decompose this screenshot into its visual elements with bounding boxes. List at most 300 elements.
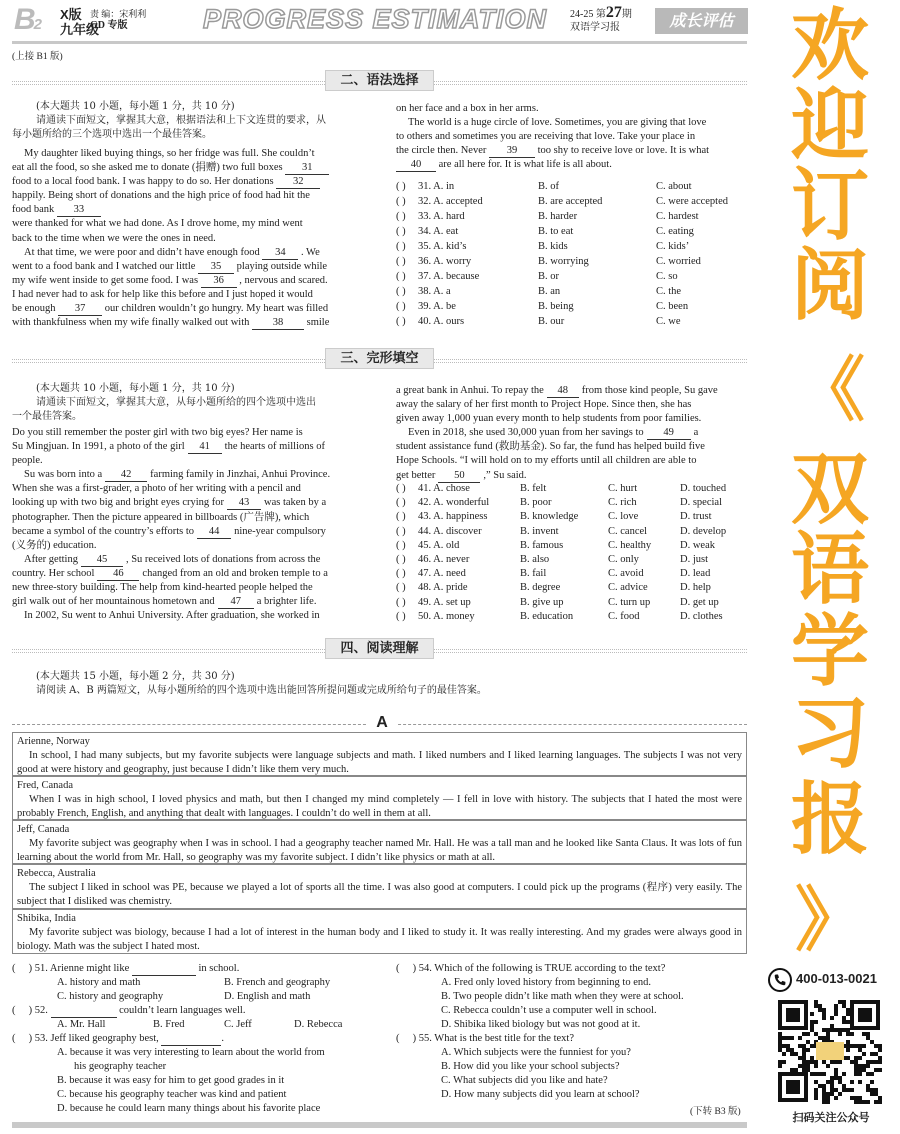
person-box bbox=[12, 776, 747, 820]
answer-paren[interactable]: ( ) bbox=[396, 271, 406, 282]
option[interactable]: D. How many subjects did you learn at school? bbox=[441, 1089, 640, 1100]
option[interactable]: A. history and math bbox=[57, 977, 141, 988]
passage-line bbox=[396, 454, 746, 468]
person-text: In school, I had many subjects, but my favorite subjects were language subjects and math. I liked numbers and I liked learning languages. The subjects I was not very good at were history and geography, just because I didn’t like them very much. bbox=[17, 750, 742, 776]
qr-code[interactable] bbox=[778, 1000, 882, 1104]
option[interactable]: A. Fred only loved history from beginning to end. bbox=[441, 977, 651, 988]
option[interactable]: 44. A. discover bbox=[418, 525, 482, 537]
option[interactable]: C. history and geography bbox=[57, 991, 164, 1002]
passage-line bbox=[396, 426, 746, 440]
passage-line bbox=[396, 412, 746, 426]
option[interactable]: C. love bbox=[608, 511, 639, 523]
passage-text: back to the time when we were the ones in need. bbox=[12, 232, 216, 244]
option[interactable]: 39. A. be bbox=[418, 301, 456, 312]
person-name: Fred, Canada bbox=[17, 780, 73, 791]
option[interactable]: C. healthy bbox=[608, 539, 652, 551]
passage-line: on her face and a box in her arms. bbox=[396, 103, 539, 114]
passage-line bbox=[12, 567, 387, 581]
option[interactable]: C. about bbox=[656, 181, 692, 192]
option[interactable]: B. our bbox=[538, 316, 565, 327]
passage-line bbox=[12, 511, 387, 525]
passage-text: our children wouldn’t go hungry. My heart was filled bbox=[104, 303, 329, 315]
option[interactable]: C. food bbox=[608, 610, 640, 622]
option-row bbox=[396, 225, 694, 239]
option[interactable]: C. hardest bbox=[656, 211, 699, 222]
answer-paren[interactable]: ( ) bbox=[396, 568, 406, 580]
passage-line bbox=[12, 189, 387, 203]
answer-blank-52[interactable] bbox=[51, 1005, 117, 1018]
blank-37[interactable]: 37 bbox=[58, 303, 102, 316]
option[interactable]: D. help bbox=[680, 582, 711, 594]
banner-char: 《 bbox=[795, 349, 865, 431]
option-row bbox=[396, 210, 699, 224]
passage-text: Hope Schools. “I will hold on to my efforts until all children are able to bbox=[396, 455, 697, 467]
option[interactable]: B. poor bbox=[520, 497, 552, 509]
option[interactable]: 49. A. set up bbox=[418, 596, 471, 608]
passage-line bbox=[12, 302, 387, 316]
passage-text: I had never had to ask for help like this before and I just hoped it would bbox=[12, 288, 313, 300]
passage-text: were thanked for what we had done. As I drove home, my mind went bbox=[12, 218, 303, 230]
option-row bbox=[396, 581, 711, 595]
option[interactable]: 38. A. a bbox=[418, 286, 451, 297]
option[interactable]: C. so bbox=[656, 271, 678, 282]
option[interactable]: B. invent bbox=[520, 525, 559, 537]
option[interactable]: A. Mr. Hall bbox=[57, 1019, 106, 1030]
option[interactable]: B. fail bbox=[520, 568, 547, 580]
option-row bbox=[396, 539, 715, 553]
option-row bbox=[396, 315, 681, 329]
blank-32[interactable]: 32 bbox=[276, 176, 320, 189]
passage-line bbox=[12, 274, 387, 288]
answer-blank-53[interactable] bbox=[161, 1033, 221, 1046]
passage-line bbox=[12, 203, 387, 217]
banner-char: 迎 bbox=[790, 81, 869, 171]
phone-number: 400-013-0021 bbox=[796, 971, 877, 986]
option[interactable]: B. of bbox=[538, 181, 559, 192]
option[interactable]: 46. A. never bbox=[418, 554, 470, 565]
answer-paren[interactable]: ( ) bbox=[396, 286, 406, 297]
instruction: 每小题所给的三个选项中选出一个最佳答案。 bbox=[12, 129, 212, 141]
section-reading-header: 四、阅读理解 bbox=[12, 640, 747, 662]
issue-label: 24-25 第27期 双语学习报 bbox=[570, 4, 632, 33]
passage-text: became a symbol of the country’s efforts to bbox=[12, 525, 195, 537]
answer-paren[interactable]: ( ) bbox=[396, 181, 406, 192]
reading-instructions bbox=[12, 670, 747, 698]
option[interactable]: D. because he could learn many things about his favorite place bbox=[57, 1103, 321, 1114]
option[interactable]: B. How did you like your school subjects? bbox=[441, 1061, 620, 1072]
option[interactable]: B. also bbox=[520, 554, 550, 565]
passage-text: be enough bbox=[12, 303, 59, 315]
passage-text: looking up with two big and bright eyes crying for bbox=[12, 497, 225, 509]
answer-paren[interactable]: ( ) bbox=[396, 610, 406, 622]
banner-char: 双 bbox=[790, 445, 869, 535]
option[interactable]: 45. A. old bbox=[418, 539, 460, 551]
option[interactable]: 48. A. pride bbox=[418, 582, 468, 594]
option[interactable]: C. kids’ bbox=[656, 241, 690, 252]
page-code: B2 bbox=[14, 3, 41, 36]
blank-48[interactable]: 48 bbox=[547, 385, 579, 398]
answer-paren[interactable]: ( ) bbox=[396, 301, 406, 312]
option[interactable]: D. Shibika liked biology but was not good at it. bbox=[441, 1019, 641, 1030]
passage-text: nine-year compulsory bbox=[234, 525, 326, 537]
option[interactable]: B. French and geography bbox=[224, 977, 331, 988]
passage-text: Do you still remember the poster girl with two big eyes? Her name is bbox=[12, 427, 303, 438]
passage-line bbox=[12, 260, 387, 274]
grammar-passage-text bbox=[12, 147, 387, 330]
progress-title: PROGRESS ESTIMATION bbox=[203, 4, 548, 34]
answer-paren[interactable]: ( ) bbox=[396, 511, 406, 523]
answer-paren[interactable]: ( ) bbox=[396, 316, 406, 327]
person-box bbox=[12, 864, 747, 909]
blank-40[interactable]: 40 bbox=[396, 159, 436, 172]
option[interactable]: C. cancel bbox=[608, 525, 648, 537]
passage-text: given away 1,000 yuan every month to help students from poor families. bbox=[396, 413, 702, 425]
answer-paren[interactable]: ( ) bbox=[396, 582, 406, 594]
option[interactable]: 40. A. ours bbox=[418, 316, 465, 327]
answer-paren[interactable]: ( ) bbox=[396, 241, 406, 252]
passage-line bbox=[396, 398, 746, 412]
option[interactable]: 47. A. need bbox=[418, 568, 466, 580]
people-boxes bbox=[12, 732, 747, 954]
passage-line bbox=[12, 316, 387, 330]
passage-text: , nervous and scared. bbox=[239, 274, 328, 286]
passage-text: food to a local food bank. I was happy to do so. Her donations bbox=[12, 176, 277, 188]
cloze-instructions bbox=[12, 382, 387, 424]
passage-text: student assistance fund (救助基金). So far, the fund has helped build five bbox=[396, 441, 705, 453]
passage-line bbox=[12, 217, 387, 231]
passage-line: to others and sometimes you are receiving that love. Take your place in bbox=[396, 131, 696, 143]
answer-paren[interactable]: ( ) bbox=[396, 483, 406, 494]
cloze-passage-right bbox=[396, 384, 746, 483]
option[interactable]: B. Two people didn’t like math when they were at school. bbox=[441, 991, 684, 1002]
question-55: ( ) 55. What is the best title for the text? bbox=[396, 1033, 574, 1044]
instruction: 请阅读 A、B 两篇短文，从每小题所给的四个选项中选出能回答所提问题或完成所给句子的最佳答案。 bbox=[36, 685, 487, 697]
option[interactable]: D. special bbox=[680, 497, 722, 509]
option[interactable]: 50. A. money bbox=[418, 610, 475, 622]
phone-icon bbox=[768, 968, 792, 992]
blank-39[interactable]: 39 bbox=[489, 145, 535, 158]
passage-text: photographer. Then the picture appeared in billboards (广告牌), which bbox=[12, 511, 310, 523]
option[interactable]: 35. A. kid’s bbox=[418, 241, 467, 252]
header-rule bbox=[12, 41, 747, 44]
option-row bbox=[396, 180, 692, 194]
option-row bbox=[396, 240, 690, 254]
edition-label: X版 九年级 bbox=[60, 7, 100, 37]
instruction: (本大题共 10 小题，每小题 1 分，共 10 分) bbox=[36, 101, 235, 112]
editor-label: 责 编：宋利利 GD 专版 bbox=[90, 9, 147, 31]
option[interactable]: B. being bbox=[538, 301, 574, 312]
banner-char: 》 bbox=[795, 879, 865, 961]
person-box bbox=[12, 732, 747, 776]
passage-line bbox=[12, 539, 387, 553]
option[interactable]: B. education bbox=[520, 610, 574, 622]
passage-text: When she was a first-grader, a photo of her writing with a pencil and bbox=[12, 483, 301, 495]
blank-43[interactable]: 43 bbox=[227, 497, 261, 510]
passage-text: my wife went inside to get some food. I was bbox=[12, 274, 201, 286]
option-row bbox=[396, 285, 682, 299]
passage-text: people. bbox=[12, 455, 43, 467]
person-name: Jeff, Canada bbox=[17, 824, 70, 835]
person-text: The subject I liked in school was PE, because we played a lot of sports all the time. I was also good at computers. I could pick up the programs (程序) very easily. The subject that I disliked was chemistry. bbox=[17, 882, 742, 908]
option[interactable]: D. develop bbox=[680, 525, 727, 537]
passage-line: the circle then. Never 39 too shy to receive love or love. It is what bbox=[396, 145, 710, 157]
banner-char: 习 bbox=[790, 689, 869, 779]
option[interactable]: 36. A. worry bbox=[418, 256, 472, 267]
passage-text: changed from an old and broken temple to a bbox=[142, 567, 328, 579]
option[interactable]: C. been bbox=[656, 301, 689, 312]
brand-badge: 成长评估 bbox=[655, 8, 748, 34]
option[interactable]: C. What subjects did you like and hate? bbox=[441, 1075, 608, 1086]
continued-to: (下转 B3 版) bbox=[690, 1107, 741, 1117]
qr-logo bbox=[816, 1042, 844, 1060]
passage-text: . We bbox=[300, 246, 320, 258]
passage-line bbox=[12, 454, 387, 468]
option[interactable]: C. hurt bbox=[608, 483, 638, 494]
option-row bbox=[396, 270, 678, 284]
passage-text: girl walk out of her mountainous hometown and bbox=[12, 596, 215, 608]
passage-line bbox=[396, 469, 746, 483]
blank-35[interactable]: 35 bbox=[198, 261, 234, 274]
banner-char: 报 bbox=[790, 775, 869, 865]
grammar-passage-left bbox=[12, 100, 387, 142]
passage-text: happily. Being short of donations and the high price of food had hit the bbox=[12, 190, 310, 202]
passage-line bbox=[12, 440, 387, 454]
passage-text: from those kind people, Su gave bbox=[581, 385, 718, 396]
blank-42[interactable]: 42 bbox=[105, 469, 147, 482]
option[interactable]: C. we bbox=[656, 316, 681, 327]
blank-36[interactable]: 36 bbox=[201, 275, 237, 288]
option[interactable]: B. degree bbox=[520, 582, 561, 594]
option[interactable]: C. rich bbox=[608, 497, 637, 509]
person-text: When I was in high school, I loved physics and math, but then I changed my mind completely — I fell in love with history. The subjects that I hated the most were probably French, English, and anything that dealt with languages. I couldn’t do well in them at all. bbox=[17, 794, 742, 820]
passage-line bbox=[396, 384, 746, 398]
passage-text: the hearts of millions of bbox=[224, 441, 325, 453]
passage-text: food bank bbox=[12, 204, 57, 216]
option-row bbox=[396, 553, 709, 567]
option[interactable]: B. famous bbox=[520, 539, 564, 551]
option[interactable]: C. worried bbox=[656, 256, 701, 267]
blank-38[interactable]: 38 bbox=[252, 317, 304, 330]
option[interactable]: A. because it was very interesting to learn about the world from bbox=[57, 1047, 325, 1058]
passage-line bbox=[12, 246, 387, 260]
passage-text: a great bank in Anhui. To repay the bbox=[396, 385, 544, 396]
option[interactable]: C. avoid bbox=[608, 568, 644, 580]
answer-paren[interactable]: ( ) bbox=[396, 497, 406, 509]
option[interactable]: B. an bbox=[538, 286, 561, 297]
option-row bbox=[396, 610, 723, 624]
answer-paren[interactable]: ( ) bbox=[396, 256, 406, 267]
person-text: My favorite subject was biology, because I had a lot of interest in the human body and I liked to study it. It was really interesting. And my grades were always good in biology. Math was the subject I hated most. bbox=[17, 927, 742, 953]
answer-paren[interactable]: ( ) bbox=[396, 525, 406, 537]
option[interactable]: 43. A. happiness bbox=[418, 511, 488, 523]
passage-text: country. Her school bbox=[12, 567, 95, 579]
answer-blank-51[interactable] bbox=[132, 963, 196, 976]
option[interactable]: B. knowledge bbox=[520, 511, 579, 523]
passage-line bbox=[12, 175, 387, 189]
option[interactable]: D. get up bbox=[680, 596, 719, 608]
passage-line bbox=[12, 581, 387, 595]
banner-char: 阅 bbox=[790, 241, 869, 331]
option[interactable]: C. Jeff bbox=[224, 1019, 252, 1030]
option-continued: his geography teacher bbox=[74, 1061, 167, 1072]
option[interactable]: 34. A. eat bbox=[418, 226, 459, 237]
answer-paren[interactable]: ( ) bbox=[396, 554, 406, 565]
option[interactable]: B. worrying bbox=[538, 256, 589, 267]
option-row bbox=[396, 300, 689, 314]
option[interactable]: C. eating bbox=[656, 226, 694, 237]
passage-text: a brighter life. bbox=[256, 596, 317, 608]
blank-46[interactable]: 46 bbox=[97, 568, 139, 581]
passage-text: Su was born into a bbox=[24, 469, 103, 481]
option[interactable]: 37. A. because bbox=[418, 271, 480, 282]
passage-text: was taken by a bbox=[264, 497, 327, 509]
option[interactable]: 32. A. accepted bbox=[418, 196, 483, 207]
blank-44[interactable]: 44 bbox=[197, 526, 231, 539]
banner-char: 欢 bbox=[790, 1, 869, 91]
option-row bbox=[396, 596, 719, 610]
passage-text: a bbox=[693, 427, 699, 439]
passage-text: At that time, we were poor and didn’t have enough food bbox=[24, 246, 263, 258]
option-row bbox=[396, 195, 728, 209]
option[interactable]: B. are accepted bbox=[538, 196, 603, 207]
instruction: 请通读下面短文，掌握其大意，根据语法和上下文连贯的要求，从 bbox=[36, 115, 326, 127]
blank-31[interactable]: 31 bbox=[285, 162, 329, 175]
banner-char: 订 bbox=[790, 161, 869, 251]
passage-line bbox=[12, 232, 387, 246]
option[interactable]: B. Fred bbox=[153, 1019, 185, 1030]
passage-a-label: A bbox=[367, 714, 397, 732]
passage-text: eat all the food, so she asked me to donate (捐赠) two full boxes bbox=[12, 162, 286, 174]
passage-line bbox=[12, 609, 387, 623]
option[interactable]: B. give up bbox=[520, 596, 564, 608]
passage-line bbox=[12, 426, 387, 440]
option[interactable]: D. English and math bbox=[224, 991, 311, 1002]
passage-line bbox=[396, 440, 746, 454]
blank-45[interactable]: 45 bbox=[81, 554, 123, 567]
option[interactable]: 42. A. wonderful bbox=[418, 497, 490, 509]
option[interactable]: B. felt bbox=[520, 483, 547, 494]
passage-text: farming family in Jinzhai, Anhui Province. bbox=[150, 469, 331, 481]
section-cloze-header: 三、完形填空 bbox=[12, 350, 747, 372]
phone-row[interactable] bbox=[768, 967, 892, 993]
instruction: 请通读下面短文，掌握其大意，从每小题所给的四个选项中选出 bbox=[36, 397, 316, 409]
passage-text: away the salary of her first month to Project Hope. Since then, she has bbox=[396, 399, 692, 411]
option-row bbox=[396, 482, 727, 496]
question-52: ( ) 52. couldn’t learn languages well. bbox=[12, 1005, 246, 1016]
option[interactable]: D. weak bbox=[680, 539, 715, 551]
option-row bbox=[396, 525, 727, 539]
passage-text: Even in 2018, she used 30,000 yuan from her savings to bbox=[408, 427, 644, 439]
blank-34[interactable]: 34 bbox=[262, 247, 298, 260]
person-box bbox=[12, 820, 747, 864]
option[interactable]: C. the bbox=[656, 286, 682, 297]
grammar-passage-right bbox=[396, 102, 746, 172]
instruction: (本大题共 10 小题，每小题 1 分，共 10 分) bbox=[36, 383, 235, 394]
section-grammar-header: 二、语法选择 bbox=[12, 72, 747, 94]
option[interactable]: B. because it was easy for him to get good grades in it bbox=[57, 1075, 285, 1086]
passage-line bbox=[12, 161, 387, 175]
person-box bbox=[12, 909, 747, 954]
option-row bbox=[396, 510, 712, 524]
option-row bbox=[396, 496, 722, 510]
banner-char: 学 bbox=[790, 607, 869, 697]
passage-text: In 2002, Su went to Anhui University. After graduation, she worked in bbox=[24, 610, 320, 622]
blank-49[interactable]: 49 bbox=[647, 427, 691, 440]
blank-33[interactable]: 33 bbox=[57, 204, 101, 217]
option[interactable]: C. Rebecca couldn’t use a computer well in school. bbox=[441, 1005, 657, 1016]
passage-text: After getting bbox=[24, 553, 78, 565]
answer-paren[interactable]: ( ) bbox=[396, 539, 406, 551]
option[interactable]: 33. A. hard bbox=[418, 211, 465, 222]
option[interactable]: D. clothes bbox=[680, 610, 723, 622]
person-name: Arienne, Norway bbox=[17, 736, 90, 747]
option[interactable]: D. touched bbox=[680, 483, 727, 494]
instruction: (本大题共 15 小题，每小题 2 分，共 30 分) bbox=[36, 671, 235, 682]
passage-line bbox=[12, 147, 387, 161]
option[interactable]: C. advice bbox=[608, 582, 648, 594]
passage-line bbox=[12, 482, 387, 496]
option[interactable]: D. Rebecca bbox=[294, 1019, 343, 1030]
passage-line bbox=[12, 525, 387, 539]
continued-from: (上接 B1 版) bbox=[12, 52, 63, 62]
option[interactable]: B. kids bbox=[538, 241, 568, 252]
passage-text: ,” Su said. bbox=[483, 469, 527, 481]
passage-line bbox=[12, 553, 387, 567]
answer-paren[interactable]: ( ) bbox=[396, 596, 406, 608]
option[interactable]: C. turn up bbox=[608, 596, 651, 608]
person-name: Rebecca, Australia bbox=[17, 868, 96, 879]
passage-a-divider bbox=[12, 716, 747, 732]
option[interactable]: C. only bbox=[608, 554, 639, 565]
option[interactable]: A. Which subjects were the funniest for you? bbox=[441, 1047, 631, 1058]
option[interactable]: 31. A. in bbox=[418, 181, 455, 192]
qr-caption: 扫码关注公众号 bbox=[792, 1111, 870, 1124]
instruction: 一个最佳答案。 bbox=[12, 411, 82, 423]
passage-text: went to a food bank and I watched our little bbox=[12, 260, 199, 272]
option[interactable]: 41. A. chose bbox=[418, 483, 470, 494]
option[interactable]: B. harder bbox=[538, 211, 578, 222]
passage-line: The world is a huge circle of love. Sometimes, you are giving that love bbox=[408, 117, 707, 129]
passage-text: My daughter liked buying things, so her fridge was full. She couldn’t bbox=[24, 148, 315, 159]
option[interactable]: C. because his geography teacher was kind and patient bbox=[57, 1089, 287, 1100]
blank-47[interactable]: 47 bbox=[218, 596, 254, 609]
passage-text: get better bbox=[396, 469, 436, 481]
option[interactable]: D. just bbox=[680, 554, 709, 565]
passage-line bbox=[12, 288, 387, 302]
answer-paren[interactable]: ( ) bbox=[396, 196, 406, 207]
option[interactable]: C. were accepted bbox=[656, 196, 728, 207]
blank-50[interactable]: 50 bbox=[438, 470, 480, 483]
banner-char: 语 bbox=[790, 525, 869, 615]
option[interactable]: B. or bbox=[538, 271, 559, 282]
passage-text: smile bbox=[306, 317, 330, 329]
answer-paren[interactable]: ( ) bbox=[396, 226, 406, 237]
passage-line: 40 are all here for. It is what life is all about. bbox=[396, 158, 746, 172]
person-text: My favorite subject was geography when I was in school. I had a geography teacher named Mr. Hall. He was a tall man and he looked like Santa Claus. It was lots of fun learning about the world from Mr. Hall, so geography was my favorite subject. I didn’t like physics or math at all. bbox=[17, 838, 742, 864]
footer-bar bbox=[12, 1122, 747, 1128]
option-row bbox=[396, 567, 711, 581]
person-name: Shibika, India bbox=[17, 913, 76, 924]
passage-text: with thankfulness when my wife finally walked out with bbox=[12, 317, 252, 329]
answer-paren[interactable]: ( ) bbox=[396, 211, 406, 222]
passage-text: new three-story building. The help from kind-hearted people helped the bbox=[12, 582, 313, 594]
blank-41[interactable]: 41 bbox=[188, 441, 222, 454]
option[interactable]: D. lead bbox=[680, 568, 711, 580]
question-53: ( ) 53. Jeff liked geography best, . bbox=[12, 1033, 225, 1044]
option[interactable]: B. to eat bbox=[538, 226, 574, 237]
option[interactable]: D. trust bbox=[680, 511, 712, 523]
question-54: ( ) 54. Which of the following is TRUE according to the text? bbox=[396, 963, 666, 974]
